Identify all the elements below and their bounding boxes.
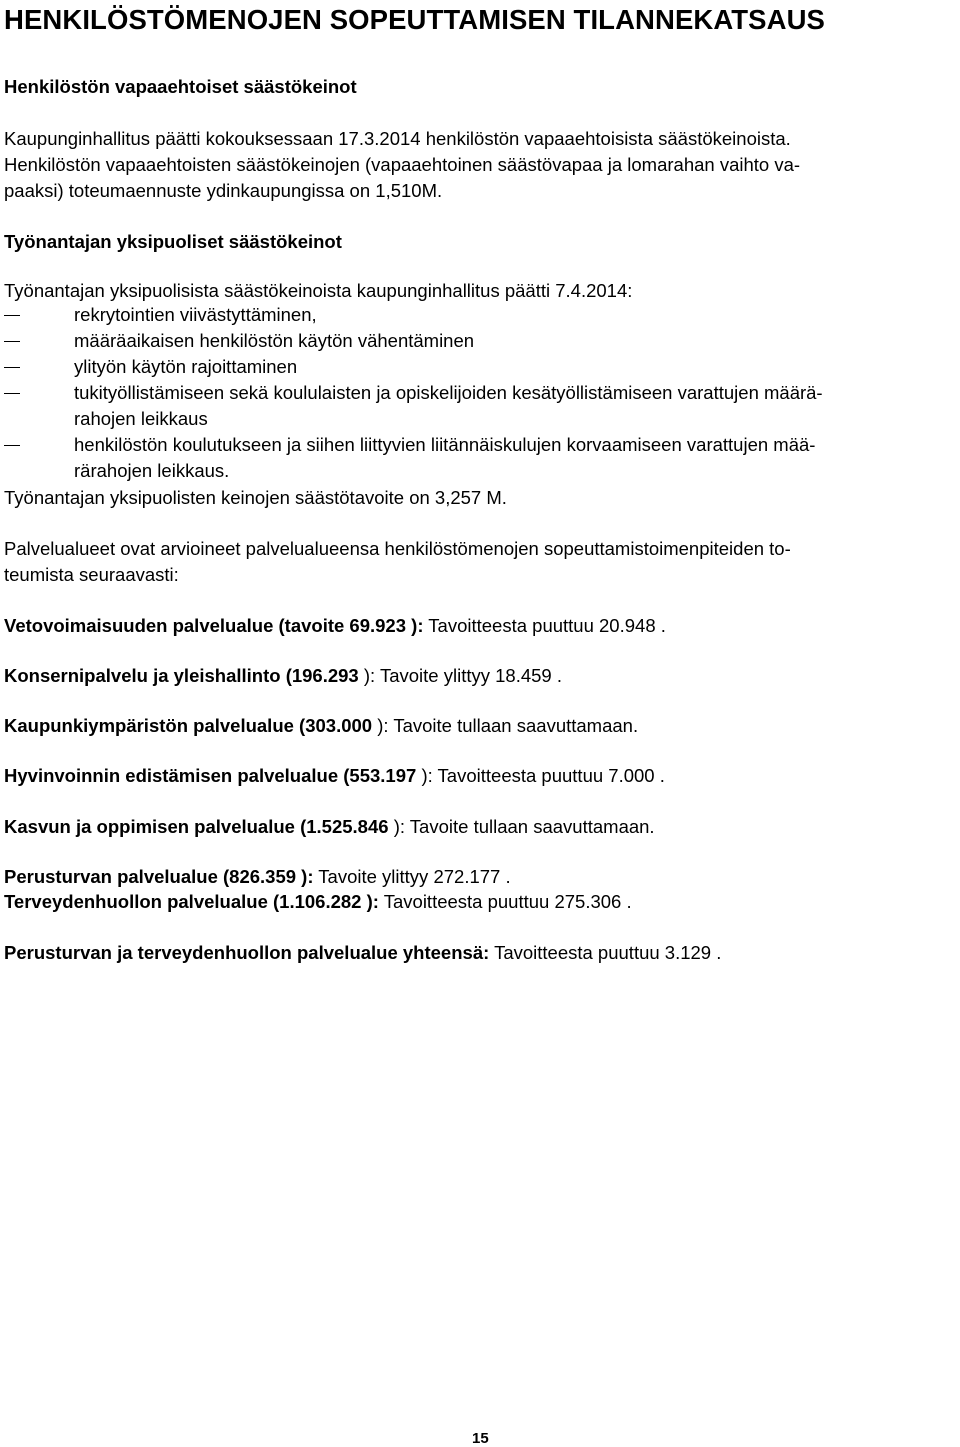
- service-area-label: Konsernipalvelu ja yleishallinto (196.293: [4, 665, 364, 686]
- paragraph-line: Kaupunginhallitus päätti kokouksessaan 17.3.2014 henkilöstön vapaaehtoisista säästökeinoista.: [4, 128, 791, 149]
- list-item-text: henkilöstön koulutukseen ja siihen liittyvien liitännäiskulujen korvaamiseen varattujen mää-: [74, 434, 816, 455]
- service-area-status: Tavoite ylittyy 272.177 .: [313, 866, 511, 887]
- list-item: [4, 302, 956, 328]
- service-area-status: ): Tavoite tullaan saavuttamaan.: [393, 816, 655, 837]
- service-area-status: Tavoitteesta puuttuu 3.129 .: [489, 942, 722, 963]
- service-area-vetovoimaisuus: [4, 615, 666, 637]
- dash-bullet-icon: [4, 341, 20, 342]
- dash-bullet-icon: [4, 315, 20, 316]
- dash-bullet-icon: [4, 393, 20, 394]
- list-item: [4, 354, 956, 380]
- list-item-text: ylityön käytön rajoittaminen: [74, 356, 298, 377]
- page-number: 15: [472, 1430, 489, 1447]
- savings-target: Työnantajan yksipuolisten keinojen säästötavoite on 3,257 M.: [4, 487, 507, 508]
- service-area-label: Terveydenhuollon palvelualue (1.106.282 ):: [4, 891, 379, 912]
- paragraph-line: teumista seuraavasti:: [4, 564, 179, 585]
- service-area-label: Kaupunkiympäristön palvelualue (303.000: [4, 715, 378, 736]
- service-area-status: ): Tavoitteesta puuttuu 7.000 .: [421, 765, 665, 786]
- service-area-status: ): Tavoite ylittyy 18.459 .: [363, 665, 562, 686]
- service-area-kaupunkiymparisto: [4, 715, 638, 737]
- service-area-label: Vetovoimaisuuden palvelualue (tavoite 69.923 ):: [4, 615, 424, 636]
- dash-bullet-icon: [4, 367, 20, 368]
- document-title: HENKILÖSTÖMENOJEN SOPEUTTAMISEN TILANNEKATSAUS: [4, 4, 825, 35]
- service-area-status: ): Tavoite tullaan saavuttamaan.: [377, 715, 639, 736]
- list-item-text-continued: rahojen leikkaus: [74, 408, 208, 429]
- list-item-text: rekrytointien viivästyttäminen,: [74, 304, 317, 325]
- service-area-perusturva: [4, 866, 511, 888]
- list-item: [4, 432, 956, 484]
- section-heading-unilateral: Työnantajan yksipuoliset säästökeinot: [4, 231, 342, 252]
- service-area-label: Perusturvan palvelualue (826.359 ):: [4, 866, 314, 887]
- service-area-hyvinvointi: [4, 765, 665, 787]
- service-area-kasvu: [4, 816, 655, 838]
- paragraph-line: Työnantajan yksipuolisista säästökeinoista kaupunginhallitus päätti 7.4.2014:: [4, 280, 633, 301]
- paragraph-line: paaksi) toteumaennuste ydinkaupungissa on 1,510M.: [4, 180, 443, 201]
- list-item-text-continued: rärahojen leikkaus.: [74, 460, 230, 481]
- section-heading-voluntary: Henkilöstön vapaaehtoiset säästökeinot: [4, 76, 357, 97]
- service-area-total: [4, 942, 721, 964]
- service-area-konserni: [4, 665, 562, 687]
- list-item-text: tukityöllistämiseen sekä koululaisten ja opiskelijoiden kesätyöllistämiseen varattujen määrä-: [74, 382, 823, 403]
- paragraph-line: Palvelualueet ovat arvioineet palvelualueensa henkilöstömenojen sopeuttamistoimenpiteiden to-: [4, 538, 791, 559]
- measures-list: [4, 302, 956, 484]
- dash-bullet-icon: [4, 445, 20, 446]
- service-area-label: Perusturvan ja terveydenhuollon palvelualue yhteensä:: [4, 942, 490, 963]
- list-item: [4, 380, 956, 432]
- list-item-text: määräaikaisen henkilöstön käytön vähentäminen: [74, 330, 475, 351]
- list-item: [4, 328, 956, 354]
- service-area-label: Hyvinvoinnin edistämisen palvelualue (553.197: [4, 765, 422, 786]
- paragraph-line: Henkilöstön vapaaehtoisten säästökeinojen (vapaaehtoinen säästövapaa ja lomarahan vaihto va-: [4, 154, 801, 175]
- service-area-status: Tavoitteesta puuttuu 275.306 .: [378, 891, 632, 912]
- service-area-label: Kasvun ja oppimisen palvelualue (1.525.846: [4, 816, 394, 837]
- service-area-status: Tavoitteesta puuttuu 20.948 .: [423, 615, 666, 636]
- service-area-terveydenhuolto: [4, 891, 632, 913]
